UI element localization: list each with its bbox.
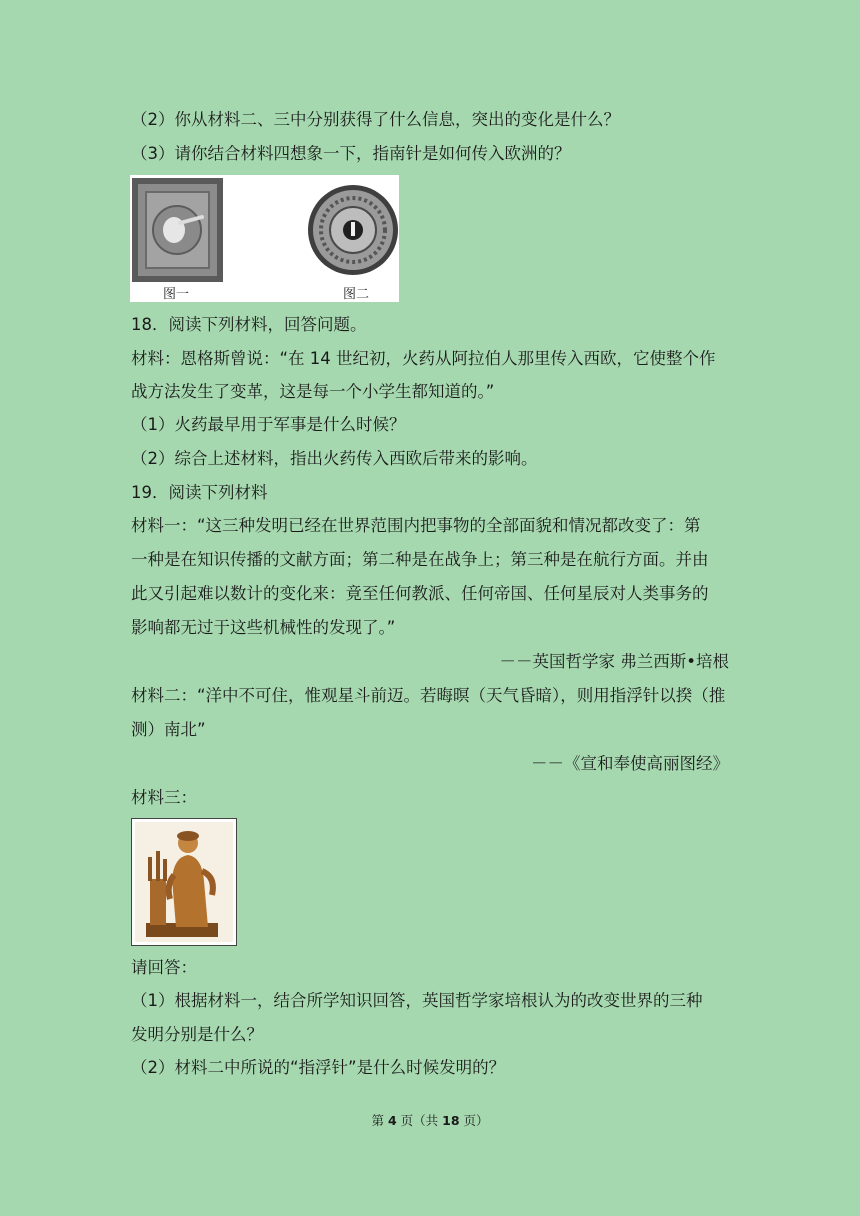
statue-pillar <box>150 879 166 925</box>
statue-spire-right <box>163 859 167 881</box>
q18-title: 18．阅读下列材料，回答问题。 <box>131 315 367 334</box>
q19-material1-line1: 材料一：“这三种发明已经在世界范围内把事物的全部面貌和情况都改变了：第 <box>131 516 701 535</box>
statue-image <box>131 818 237 946</box>
figure-2-caption: 图二 <box>343 287 370 302</box>
statue-spire-mid <box>156 851 160 881</box>
q19-sub1-line1: （1）根据材料一，结合所学知识回答，英国哲学家培根认为的改变世界的三种 <box>131 991 703 1010</box>
luopan-needle <box>351 222 355 236</box>
q19-title: 19．阅读下列材料 <box>131 483 268 502</box>
q19-material2-line1: 材料二：“洋中不可住，惟观星斗前迈。若晦暝（天气昏暗），则用指浮针以揆（推 <box>131 686 726 705</box>
footer-suffix: 页） <box>459 1113 489 1128</box>
q19-material1-source: －－英国哲学家 弗兰西斯•培根 <box>499 652 729 671</box>
footer-prefix: 第 <box>371 1113 388 1128</box>
q19-material2-source: －－《宣和奉使高丽图经》 <box>531 754 729 773</box>
q17-sub3: （3）请你结合材料四想象一下，指南针是如何传入欧洲的？ <box>131 144 571 163</box>
q19-material2-line2: 测）南北” <box>131 720 206 739</box>
q19-sub1-line2: 发明分别是什么？ <box>131 1025 263 1044</box>
q19-material1-line2: 一种是在知识传播的文献方面；第二种是在战争上；第三种是在航行方面。并由 <box>131 550 709 569</box>
q19-material3-label: 材料三： <box>131 788 197 807</box>
footer-page-number: 4 <box>387 1113 397 1128</box>
footer-middle: 页（共 <box>396 1113 443 1128</box>
statue-hat <box>177 831 199 841</box>
page-footer <box>0 1111 860 1129</box>
q19-material1-line4: 影响都无过于这些机械性的发现了。” <box>131 618 396 637</box>
q18-material-line2: 战方法发生了变革，这是每一个小学生都知道的。” <box>131 382 495 401</box>
q19-material1-line3: 此又引起难以数计的变化来：竟至任何教派、任何帝国、任何星辰对人类事务的 <box>131 584 709 603</box>
footer-total-pages: 18 <box>442 1113 460 1128</box>
figure-1-caption: 图一 <box>163 287 190 302</box>
q18-sub2: （2）综合上述材料，指出火药传入西欧后带来的影响。 <box>131 449 538 468</box>
q18-material-line1: 材料：恩格斯曾说：“在 14 世纪初，火药从阿拉伯人那里传入西欧，它使整个作 <box>131 349 716 368</box>
compass-figures-image <box>130 175 399 302</box>
compass-figures <box>130 175 399 302</box>
q19-answer-prompt: 请回答： <box>131 958 197 977</box>
statue-spire-left <box>148 857 152 881</box>
statue-image-art <box>132 819 236 945</box>
q17-sub2: （2）你从材料二、三中分别获得了什么信息，突出的变化是什么？ <box>131 110 620 129</box>
q18-sub1: （1）火药最早用于军事是什么时候？ <box>131 415 406 434</box>
q19-sub2: （2）材料二中所说的“指浮针”是什么时候发明的？ <box>131 1058 506 1077</box>
